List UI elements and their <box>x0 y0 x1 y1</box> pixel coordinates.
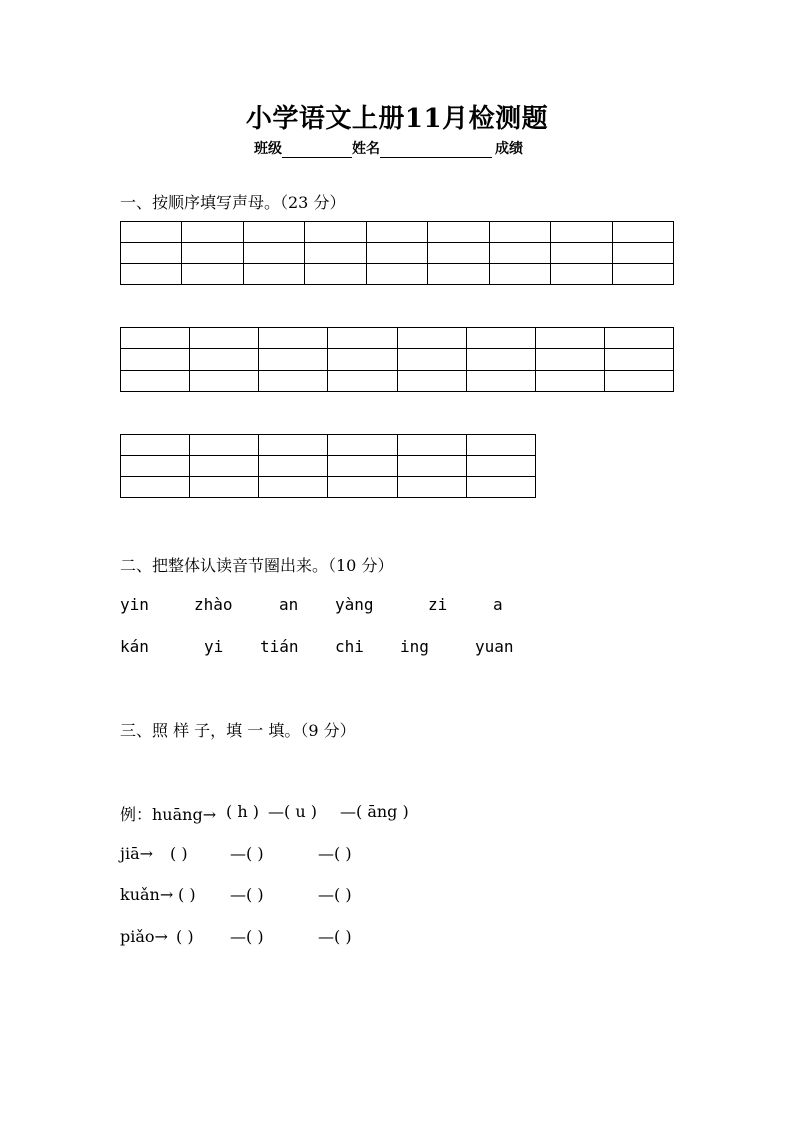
answer-cell[interactable] <box>328 370 397 391</box>
grid-row <box>121 370 674 391</box>
answer-cell[interactable] <box>328 328 397 349</box>
syllable[interactable]: tián <box>260 637 299 656</box>
syllable[interactable]: yàng <box>335 595 374 614</box>
exercise-line <box>120 927 440 949</box>
answer-cell[interactable] <box>397 435 466 456</box>
answer-cell[interactable] <box>535 328 604 349</box>
syllable[interactable]: yi <box>204 637 224 656</box>
syllable[interactable]: yuan <box>475 637 514 656</box>
answer-cell[interactable] <box>466 456 535 477</box>
answer-cell[interactable] <box>328 435 397 456</box>
answer-cell[interactable] <box>466 477 535 498</box>
syllable[interactable]: a <box>493 595 503 614</box>
exercise-word: kuǎn→ <box>120 885 174 904</box>
answer-cell[interactable] <box>305 222 366 243</box>
answer-cell[interactable] <box>551 243 612 264</box>
answer-cell[interactable] <box>190 477 259 498</box>
initials-table-2 <box>120 327 674 392</box>
answer-cell[interactable] <box>121 349 190 370</box>
example-prefix: 例：huāng→ <box>120 805 217 824</box>
answer-blank[interactable]: ( ) <box>176 927 194 946</box>
answer-cell[interactable] <box>466 349 535 370</box>
answer-cell[interactable] <box>328 456 397 477</box>
answer-blank[interactable]: —( ) <box>230 927 264 946</box>
answer-cell[interactable] <box>305 264 366 285</box>
initials-table-1 <box>120 221 674 285</box>
answer-cell[interactable] <box>612 264 674 285</box>
student-info-line <box>254 138 523 158</box>
answer-cell[interactable] <box>121 477 190 498</box>
score-label: 成绩 <box>495 141 523 157</box>
answer-cell[interactable] <box>121 243 182 264</box>
answer-cell[interactable] <box>397 456 466 477</box>
section-1-heading: 一、按顺序填写声母。（23 分） <box>120 193 346 212</box>
answer-cell[interactable] <box>190 328 259 349</box>
name-label: 姓名 <box>352 141 380 157</box>
answer-cell[interactable] <box>328 349 397 370</box>
answer-cell[interactable] <box>366 243 427 264</box>
grid-row <box>121 328 674 349</box>
grid-row <box>121 456 536 477</box>
answer-cell[interactable] <box>466 435 535 456</box>
syllable[interactable]: an <box>279 595 299 614</box>
exercise-line <box>120 885 440 907</box>
grid-row <box>121 349 674 370</box>
answer-cell[interactable] <box>121 328 190 349</box>
answer-cell[interactable] <box>604 370 673 391</box>
answer-cell[interactable] <box>305 243 366 264</box>
answer-cell[interactable] <box>259 477 328 498</box>
answer-cell[interactable] <box>428 264 489 285</box>
answer-cell[interactable] <box>489 243 550 264</box>
example-line <box>120 802 440 824</box>
page-title: 小学语文上册11月检测题 <box>245 104 549 134</box>
answer-cell[interactable] <box>397 477 466 498</box>
answer-cell[interactable] <box>259 370 328 391</box>
answer-cell[interactable] <box>259 349 328 370</box>
answer-blank[interactable]: ( ) <box>170 844 188 863</box>
answer-cell[interactable] <box>190 370 259 391</box>
exercise-word: jiā→ <box>120 844 154 863</box>
answer-cell[interactable] <box>366 264 427 285</box>
syllable[interactable]: yin <box>120 595 149 614</box>
answer-cell[interactable] <box>190 456 259 477</box>
grid-row <box>121 243 674 264</box>
answer-blank[interactable]: ( ) <box>178 885 196 904</box>
answer-cell[interactable] <box>489 222 550 243</box>
answer-cell[interactable] <box>121 456 190 477</box>
answer-blank[interactable]: —( ) <box>230 885 264 904</box>
answer-cell[interactable] <box>551 264 612 285</box>
answer-cell[interactable] <box>397 328 466 349</box>
answer-cell[interactable] <box>259 435 328 456</box>
answer-cell[interactable] <box>612 243 674 264</box>
answer-cell[interactable] <box>489 264 550 285</box>
answer-cell[interactable] <box>259 328 328 349</box>
answer-cell[interactable] <box>397 349 466 370</box>
answer-cell[interactable] <box>182 222 243 243</box>
answer-cell[interactable] <box>190 435 259 456</box>
syllable[interactable]: kán <box>120 637 149 656</box>
answer-cell[interactable] <box>190 349 259 370</box>
syllable[interactable]: zhào <box>194 595 233 614</box>
name-field[interactable] <box>380 143 492 158</box>
class-field[interactable] <box>282 143 352 158</box>
answer-cell[interactable] <box>466 328 535 349</box>
answer-cell[interactable] <box>121 435 190 456</box>
answer-blank[interactable]: —( ) <box>318 844 352 863</box>
initials-table-3 <box>120 434 536 498</box>
grid-row <box>121 477 536 498</box>
answer-cell[interactable] <box>535 349 604 370</box>
answer-cell[interactable] <box>397 370 466 391</box>
answer-cell[interactable] <box>328 477 397 498</box>
answer-cell[interactable] <box>182 243 243 264</box>
exercise-line <box>120 844 440 866</box>
example-part: ( h ) <box>226 802 259 821</box>
answer-cell[interactable] <box>121 370 190 391</box>
class-label: 班级 <box>254 141 282 157</box>
answer-cell[interactable] <box>466 370 535 391</box>
syllable[interactable]: zi <box>428 595 448 614</box>
answer-cell[interactable] <box>121 222 182 243</box>
example-part: —( u ) <box>268 802 317 821</box>
answer-blank[interactable]: —( ) <box>318 927 352 946</box>
syllable-row-1 <box>0 595 794 617</box>
section-2-heading: 二、把整体认读音节圈出来。（10 分） <box>120 556 394 575</box>
answer-cell[interactable] <box>243 243 304 264</box>
section-3-heading: 三、照 样 子，填 一 填。（9 分） <box>120 721 356 740</box>
answer-cell[interactable] <box>259 456 328 477</box>
answer-cell[interactable] <box>612 222 674 243</box>
answer-cell[interactable] <box>182 264 243 285</box>
example-part: —( āng ) <box>340 802 409 821</box>
syllable[interactable]: chi <box>335 637 364 656</box>
answer-blank[interactable]: —( ) <box>318 885 352 904</box>
answer-cell[interactable] <box>535 370 604 391</box>
answer-cell[interactable] <box>121 264 182 285</box>
grid-row <box>121 222 674 243</box>
syllable[interactable]: ing <box>400 637 429 656</box>
grid-row <box>121 264 674 285</box>
syllable-row-2 <box>0 637 794 659</box>
exercise-word: piǎo→ <box>120 927 168 946</box>
answer-cell[interactable] <box>428 243 489 264</box>
answer-cell[interactable] <box>243 222 304 243</box>
grid-row <box>121 435 536 456</box>
answer-blank[interactable]: —( ) <box>230 844 264 863</box>
answer-cell[interactable] <box>366 222 427 243</box>
answer-cell[interactable] <box>551 222 612 243</box>
answer-cell[interactable] <box>243 264 304 285</box>
answer-cell[interactable] <box>604 328 673 349</box>
answer-cell[interactable] <box>604 349 673 370</box>
answer-cell[interactable] <box>428 222 489 243</box>
